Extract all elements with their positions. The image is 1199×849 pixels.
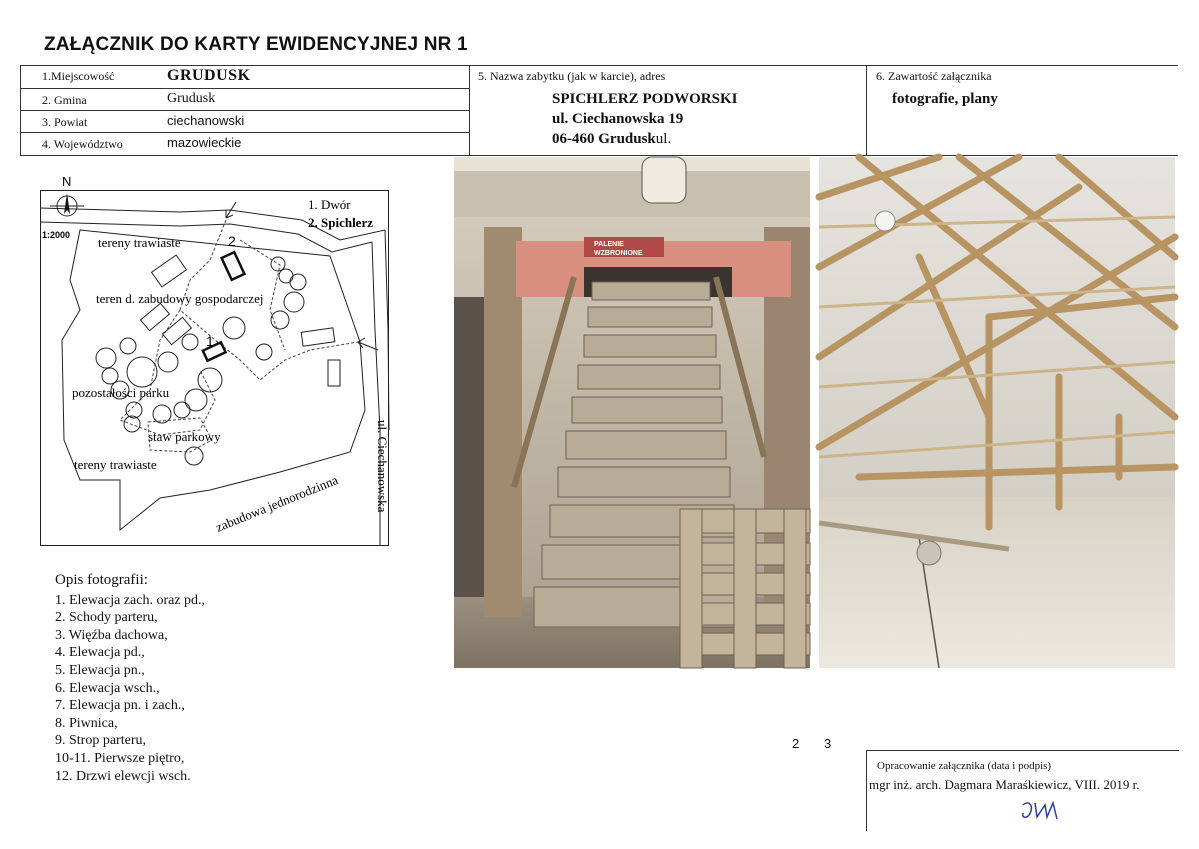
signature-author: mgr inż. arch. Dagmara Maraśkiewicz, VIII. 2019 r. [869,777,1140,792]
header-left-border [20,65,21,155]
scale-label: 1:2000 [42,230,71,240]
powiat-value: ciechanowski [167,113,245,128]
photo-number-2: 2 [792,736,800,751]
map-num-2: 2 [228,233,236,249]
description-item: 6. Elewacja wsch., [55,680,160,696]
miejscowosc-label: 1.Miejscowość [42,69,115,83]
area-park: pozostałości parku [72,385,170,400]
wojewodztwo-label: 4. Województwo [42,137,123,151]
area-pond: staw parkowy [148,429,221,444]
zawartosc-value: fotografie, plany [892,91,998,107]
street-label: ul. Ciechanowska [375,420,390,513]
stairs-image [454,157,810,668]
roof-lamp-icon [875,211,895,231]
photo-number-3: 3 [824,736,832,751]
roof-truss-image [819,157,1175,668]
photo-roof-truss [819,157,1175,668]
area-grass-bottom: tereny trawiaste [74,457,157,472]
map-num-1: 1 [206,333,214,349]
signature-box [866,750,1179,831]
signature-label: Opracowanie załącznika (data i podpis) [877,760,1052,772]
description-item: 4. Elewacja pd., [55,645,145,661]
description-item: 7. Elewacja pn. i zach., [55,698,185,714]
header-top-rule [20,65,1178,66]
header-row-rule-1 [20,88,469,89]
photo-stairs [454,157,810,668]
miejscowosc-value: GRUDUSK [167,67,251,84]
description-heading: Opis fotografii: [55,572,148,588]
header-bottom-rule [20,155,1178,156]
header-divider-2 [866,65,867,155]
gmina-value: Grudusk [167,91,216,106]
description-item: 9. Strop parteru, [55,733,146,749]
ceiling-lamp-icon [642,157,686,203]
nazwa-label: 5. Nazwa zabytku (jak w karcie), adres [478,69,666,83]
description-item: 10-11. Pierwsze piętro, [55,750,185,766]
sign-line-1: PALENIE [594,241,624,248]
adres-postal-city: 06-460 Grudusk [552,131,656,147]
sign-line-2: WZBRONIONE [594,250,643,257]
nazwa-value: SPICHLERZ PODWORSKI [552,91,738,107]
header-row-rule-3 [20,132,469,133]
description-item: 2. Schody parteru, [55,610,158,626]
description-item: 8. Piwnica, [55,715,118,731]
site-plan [40,174,390,546]
handwritten-signature [1017,797,1077,827]
page-title: ZAŁĄCZNIK DO KARTY EWIDENCYJNEJ NR 1 [44,34,468,55]
zawartosc-label: 6. Zawartość załącznika [876,69,992,83]
photo-description [55,572,205,785]
description-item: 3. Więźba dachowa, [55,627,168,643]
wojewodztwo-value: mazowieckie [167,135,242,150]
area-farm: teren d. zabudowy gospodarczej [96,291,264,306]
description-item: 1. Elewacja zach. oraz pd., [55,592,206,608]
north-label: N [62,174,72,189]
description-item: 12. Drzwi elewcji wsch. [55,768,191,784]
floor-object [917,541,941,565]
gmina-label: 2. Gmina [42,93,87,107]
legend-dwor: 1. Dwór [308,197,351,212]
adres-line-1: ul. Ciechanowska 19 [552,111,684,127]
adres-line-2 [552,131,671,148]
description-item: 5. Elewacja pn., [55,662,145,678]
adres-suffix: ul. [655,131,672,147]
legend-spichlerz: 2. Spichlerz [308,215,373,230]
area-grass-top: tereny trawiaste [98,235,181,250]
powiat-label: 3. Powiat [42,115,88,129]
site-plan-drawing [40,174,390,546]
area-housing: zabudowa jednorodzinna [213,472,340,535]
header-row-rule-2 [20,110,469,111]
header-divider-1 [469,65,470,155]
